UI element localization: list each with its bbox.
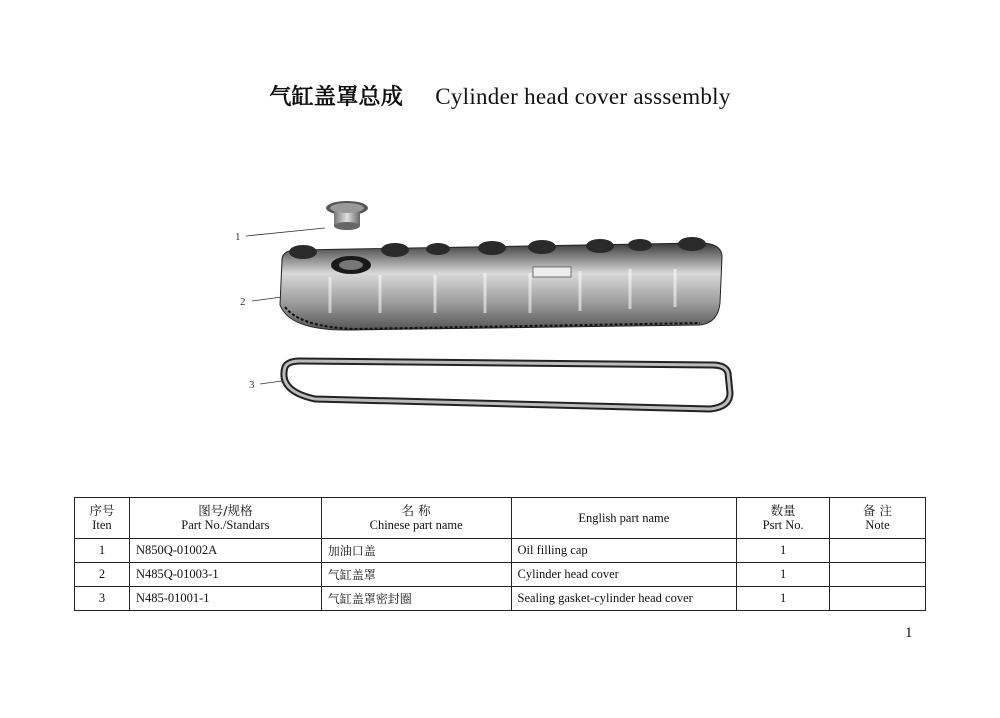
- header-part-no: 图号/规格 Part No./Standars: [129, 498, 321, 539]
- cell-item: 2: [75, 563, 130, 587]
- exploded-view-drawing: [230, 195, 750, 425]
- cell-note: [830, 539, 926, 563]
- callout-3-leader: [260, 381, 282, 384]
- header-quantity: 数量 Psrt No.: [737, 498, 830, 539]
- header-chinese-name: 名 称 Chinese part name: [321, 498, 511, 539]
- table-row: [75, 587, 926, 611]
- page-number: 1: [905, 625, 913, 641]
- cell-quantity: 1: [737, 563, 830, 587]
- title-chinese: 气缸盖罩总成: [269, 85, 404, 110]
- cell-part-no: N850Q-01002A: [129, 539, 321, 563]
- header-item: 序号 Iten: [75, 498, 130, 539]
- callout-2-label: 2: [240, 296, 246, 308]
- cell-note: [830, 563, 926, 587]
- cell-note: [830, 587, 926, 611]
- page-title: [0, 80, 1000, 111]
- cell-english-name: Oil filling cap: [511, 539, 737, 563]
- parts-table: [74, 497, 926, 611]
- cell-chinese-name: 加油口盖: [321, 539, 511, 563]
- table-row: [75, 563, 926, 587]
- table-header-row: [75, 498, 926, 539]
- callout-2-leader: [252, 297, 282, 301]
- cell-quantity: 1: [737, 587, 830, 611]
- title-english: Cylinder head cover asssembly: [435, 84, 731, 109]
- cell-part-no: N485-01001-1: [129, 587, 321, 611]
- cell-item: 3: [75, 587, 130, 611]
- oil-filling-cap: [326, 201, 368, 230]
- callout-3-label: 3: [249, 379, 255, 391]
- cell-chinese-name: 气缸盖罩密封圈: [321, 587, 511, 611]
- cell-quantity: 1: [737, 539, 830, 563]
- header-english-name: English part name: [511, 498, 737, 539]
- callout-1-leader: [246, 228, 325, 236]
- cell-part-no: N485Q-01003-1: [129, 563, 321, 587]
- cell-english-name: Cylinder head cover: [511, 563, 737, 587]
- cell-english-name: Sealing gasket-cylinder head cover: [511, 587, 737, 611]
- cell-chinese-name: 气缸盖罩: [321, 563, 511, 587]
- table-row: [75, 539, 926, 563]
- callout-1-label: 1: [235, 231, 241, 243]
- cylinder-head-cover: [280, 237, 722, 330]
- header-note: 备 注 Note: [830, 498, 926, 539]
- cell-item: 1: [75, 539, 130, 563]
- sealing-gasket: [284, 361, 730, 409]
